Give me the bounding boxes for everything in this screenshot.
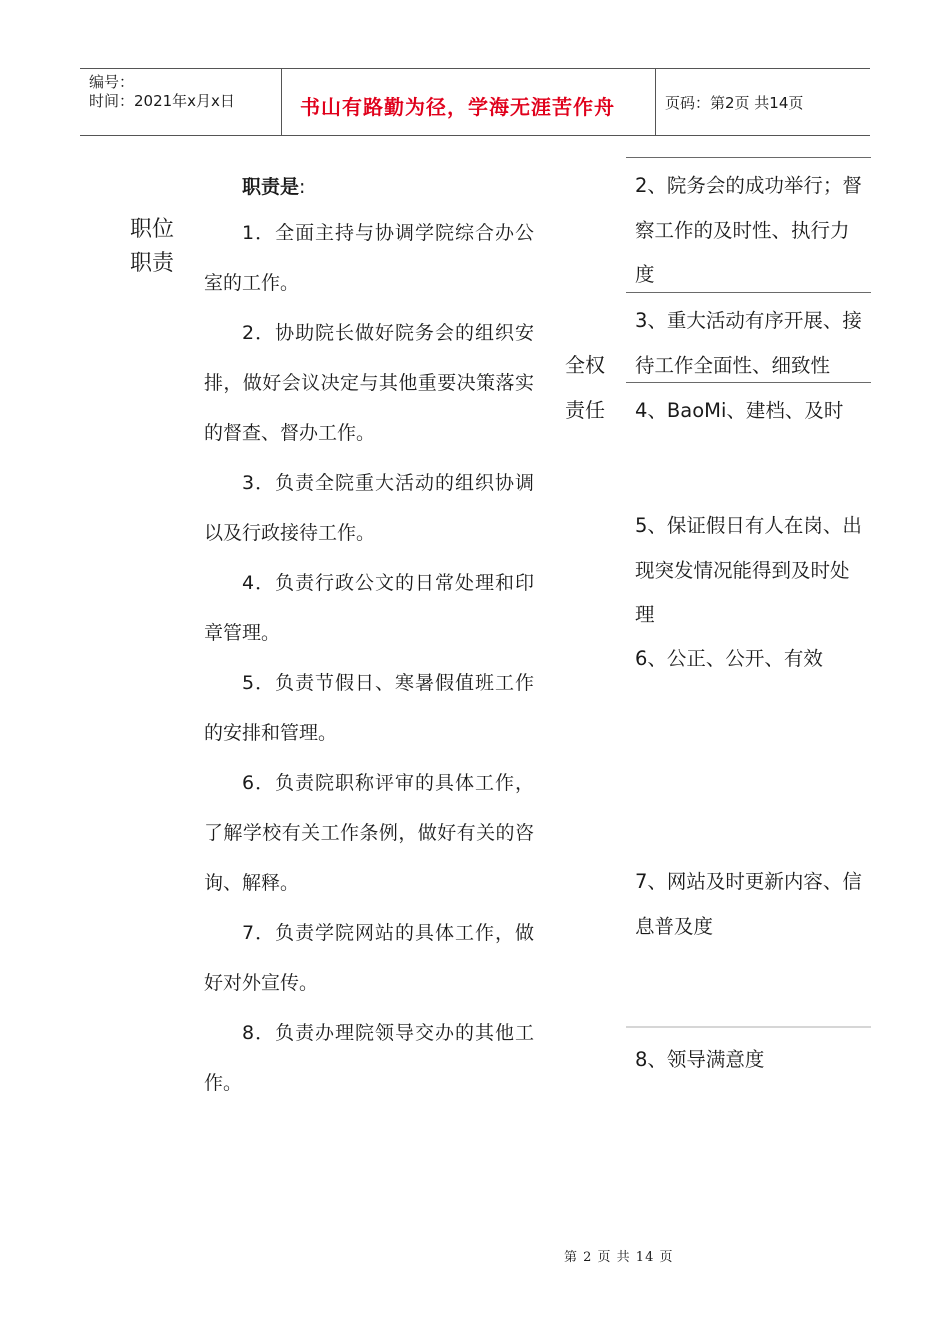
duties-list — [204, 208, 534, 1108]
duties-heading-colon: : — [299, 176, 306, 198]
duty-item-text: 2．协助院长做好院务会的组织安排，做好会议决定与其他重要决策落实的督查、督办工作。 — [204, 322, 534, 444]
duty-item — [204, 758, 534, 908]
full-responsibility-label-line2: 责任 — [565, 398, 605, 422]
full-responsibility-label — [565, 343, 605, 433]
standards-rule — [626, 292, 871, 293]
header-divider-left — [281, 68, 282, 136]
standard-item: 3、重大活动有序开展、接待工作全面性、细致性 — [635, 309, 862, 377]
duty-item — [204, 308, 534, 458]
standards-rule — [626, 157, 871, 158]
standards-rule-light — [626, 1026, 871, 1028]
duty-item-text: 7．负责学院网站的具体工作，做好对外宣传。 — [204, 922, 534, 994]
duties-heading-text: 职责是 — [242, 176, 300, 198]
duty-item-text: 6．负责院职称评审的具体工作，了解学校有关工作条例，做好有关的咨询、解释。 — [204, 772, 534, 894]
duty-item-text: 8．负责办理院领导交办的其他工作。 — [204, 1022, 534, 1094]
standard-item: 4、BaoMi、建档、及时 — [635, 399, 844, 422]
duty-item-text: 1．全面主持与协调学院综合办公室的工作。 — [204, 222, 534, 294]
position-duty-label-line1: 职位 — [130, 217, 175, 242]
header-divider-right — [655, 68, 656, 136]
header-bottom-border — [80, 135, 870, 136]
standard-item: 7、网站及时更新内容、信息普及度 — [635, 870, 862, 938]
standard-item: 6、公正、公开、有效 — [635, 647, 823, 670]
duty-item — [204, 558, 534, 658]
position-duty-label — [130, 213, 174, 281]
duty-item — [204, 908, 534, 1008]
position-duty-label-line2: 职责 — [130, 251, 175, 276]
duty-item — [204, 458, 534, 558]
header-time-label: 时间：2021年x月x日 — [89, 92, 235, 110]
duties-heading — [242, 172, 305, 199]
duty-item — [204, 208, 534, 308]
header-number-label: 编号： — [89, 73, 135, 91]
duty-item — [204, 1008, 534, 1108]
page-footer: 第 2 页 共 14 页 — [564, 1250, 674, 1265]
duty-item-text: 3．负责全院重大活动的组织协调以及行政接待工作。 — [204, 472, 534, 544]
duty-item — [204, 658, 534, 758]
header-top-border — [80, 68, 870, 69]
header-page-label: 页码：第2页 共14页 — [665, 94, 804, 112]
standard-item: 2、院务会的成功举行；督察工作的及时性、执行力度 — [635, 174, 862, 286]
standard-item: 8、领导满意度 — [635, 1048, 765, 1071]
duty-item-text: 4．负责行政公文的日常处理和印章管理。 — [204, 572, 534, 644]
standards-rule — [626, 382, 871, 383]
full-responsibility-label-line1: 全权 — [565, 353, 605, 377]
header-slogan: 书山有路勤为径，学海无涯苦作舟 — [300, 95, 615, 119]
duty-item-text: 5．负责节假日、寒暑假值班工作的安排和管理。 — [204, 672, 534, 744]
standard-item: 5、保证假日有人在岗、出现突发情况能得到及时处理 — [635, 514, 862, 626]
